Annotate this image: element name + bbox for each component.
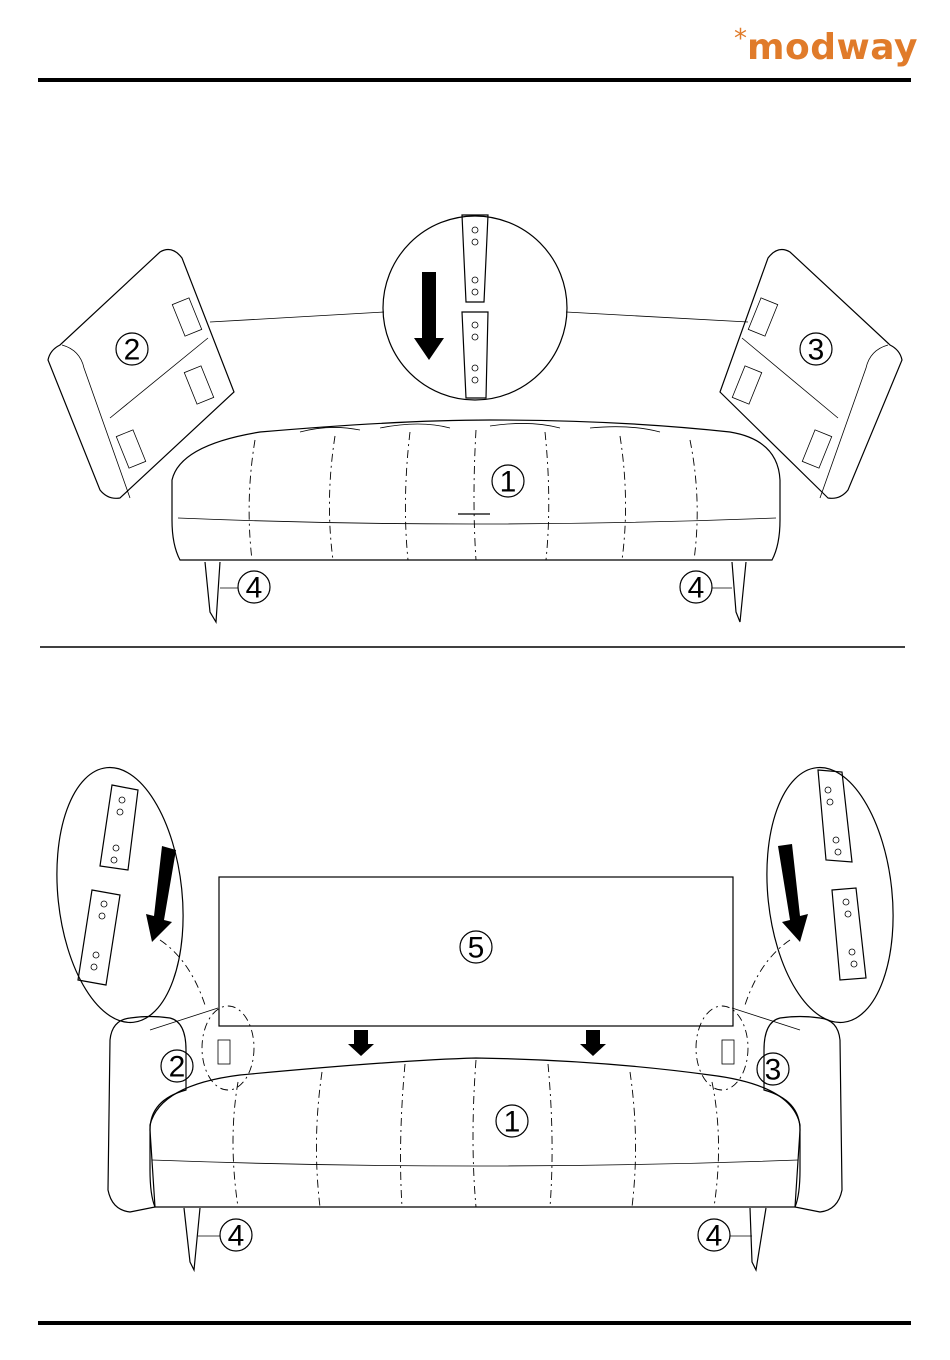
label-leg-right-2: 4 xyxy=(705,1219,723,1253)
down-arrow-icon xyxy=(580,1030,606,1056)
step1-diagram xyxy=(48,215,902,622)
label-leg-left-2: 4 xyxy=(227,1219,245,1253)
step1-back-left xyxy=(48,250,234,499)
callout-leg-right-2 xyxy=(698,1219,752,1253)
callout-backrest xyxy=(460,931,492,965)
step2-detail-right xyxy=(745,761,905,1029)
callout-back-left xyxy=(116,333,148,367)
label-arm-left: 2 xyxy=(168,1050,186,1084)
callout-seat-2 xyxy=(496,1105,528,1139)
callout-seat xyxy=(492,465,524,499)
down-arrow-icon xyxy=(146,846,176,942)
label-arm-right: 3 xyxy=(764,1053,782,1087)
label-seat: 1 xyxy=(499,465,517,499)
left-joint-highlight xyxy=(202,1006,254,1090)
label-back-right: 3 xyxy=(807,333,825,367)
callout-leg-right xyxy=(680,571,732,605)
step2-diagram xyxy=(45,761,905,1270)
down-arrow-icon xyxy=(778,844,808,942)
down-arrow-icon xyxy=(348,1030,374,1056)
label-leg-right: 4 xyxy=(687,571,705,605)
callout-leg-left-2 xyxy=(198,1219,252,1253)
label-seat-2: 1 xyxy=(503,1105,521,1139)
step1-detail-circle xyxy=(210,215,748,400)
callout-arm-right xyxy=(757,1053,789,1087)
label-backrest: 5 xyxy=(467,931,485,965)
label-back-left: 2 xyxy=(123,333,141,367)
step2-detail-left xyxy=(45,761,205,1029)
callout-back-right xyxy=(800,333,832,367)
step1-back-right xyxy=(720,250,902,499)
down-arrow-icon xyxy=(414,272,444,360)
callout-leg-left xyxy=(220,571,270,605)
logo-text: modway xyxy=(747,27,918,68)
logo-star-icon: * xyxy=(734,24,747,54)
label-leg-left: 4 xyxy=(245,571,263,605)
callout-arm-left xyxy=(161,1050,193,1084)
